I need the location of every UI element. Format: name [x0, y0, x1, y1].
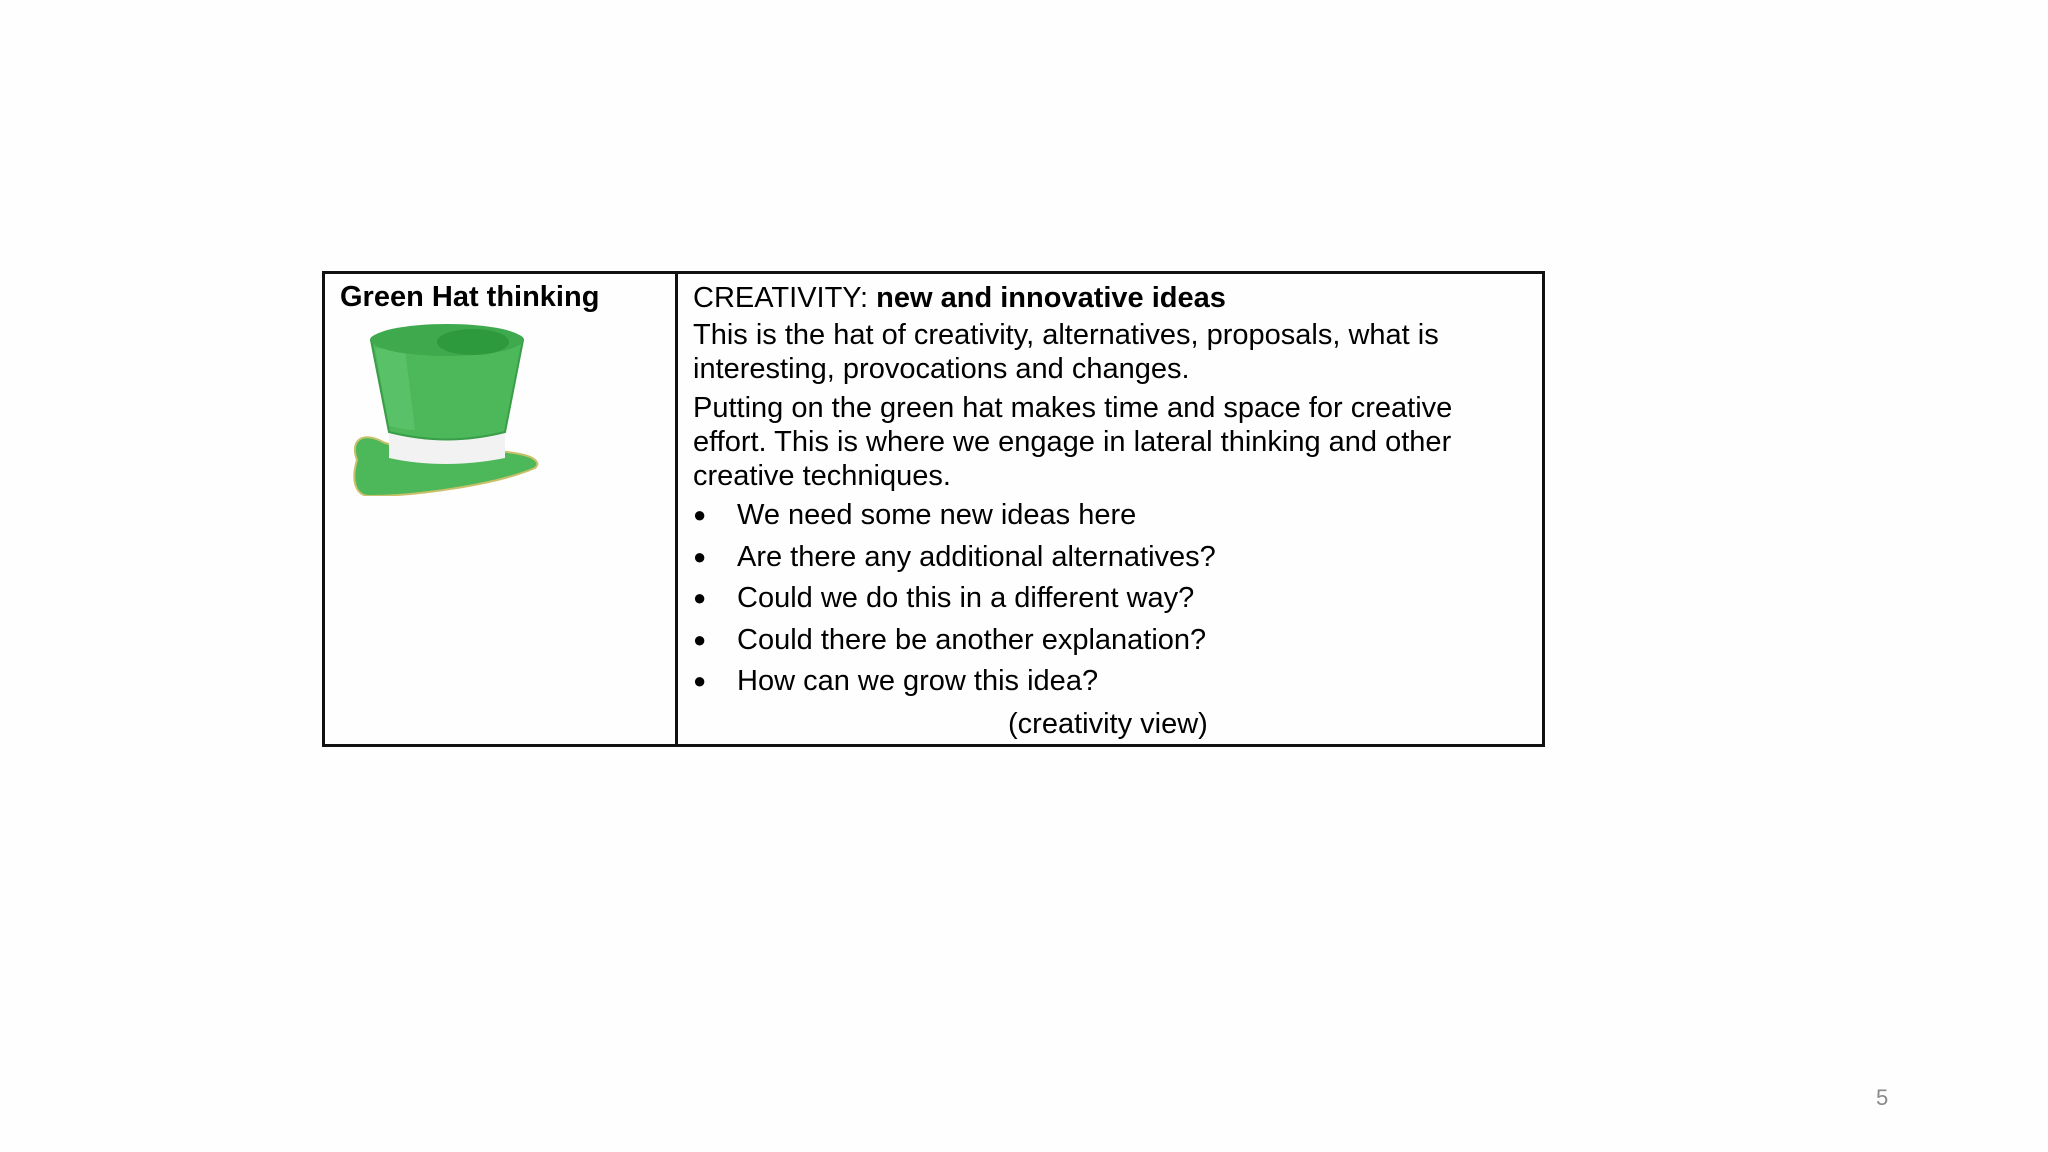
bullet-icon: ●: [693, 502, 707, 527]
bullet-icon: ●: [693, 543, 707, 569]
hat-title: Green Hat thinking: [340, 281, 600, 313]
bullet-icon: ●: [693, 626, 707, 652]
heading-prefix: CREATIVITY:: [693, 282, 869, 314]
hat-name-cell: [325, 274, 678, 744]
list-item-text: Could there be another explanation?: [737, 623, 1207, 656]
list-item: [693, 540, 1527, 582]
list-item-text: Could we do this in a different way?: [737, 582, 1195, 614]
hat-heading: [693, 281, 1527, 315]
bullet-icon: ●: [693, 668, 707, 693]
bullet-icon: ●: [693, 585, 707, 610]
list-item-text: Are there any additional alternatives?: [737, 540, 1216, 573]
list-item: [693, 664, 1527, 706]
description-paragraph-1: This is the hat of creativity, alternatives, proposals, what is interesting, provocations and changes.: [693, 319, 1439, 385]
list-item: [693, 623, 1527, 665]
page-number: 5: [1876, 1085, 1889, 1110]
list-item: [693, 498, 1527, 540]
description-paragraph-2: Putting on the green hat makes time and space for creative effort. This is where we engage in lateral thinking and other creative techniques.: [693, 392, 1453, 492]
hat-description-cell: [678, 274, 1542, 744]
list-item-text: We need some new ideas here: [737, 499, 1137, 531]
question-list: [693, 498, 1527, 706]
green-hat-table: [322, 271, 1545, 747]
green-hat-icon: [345, 320, 545, 496]
view-note: (creativity view): [1008, 708, 1208, 740]
heading-strong: new and innovative ideas: [876, 282, 1226, 314]
list-item-text: How can we grow this idea?: [737, 665, 1099, 697]
list-item: [693, 581, 1527, 623]
